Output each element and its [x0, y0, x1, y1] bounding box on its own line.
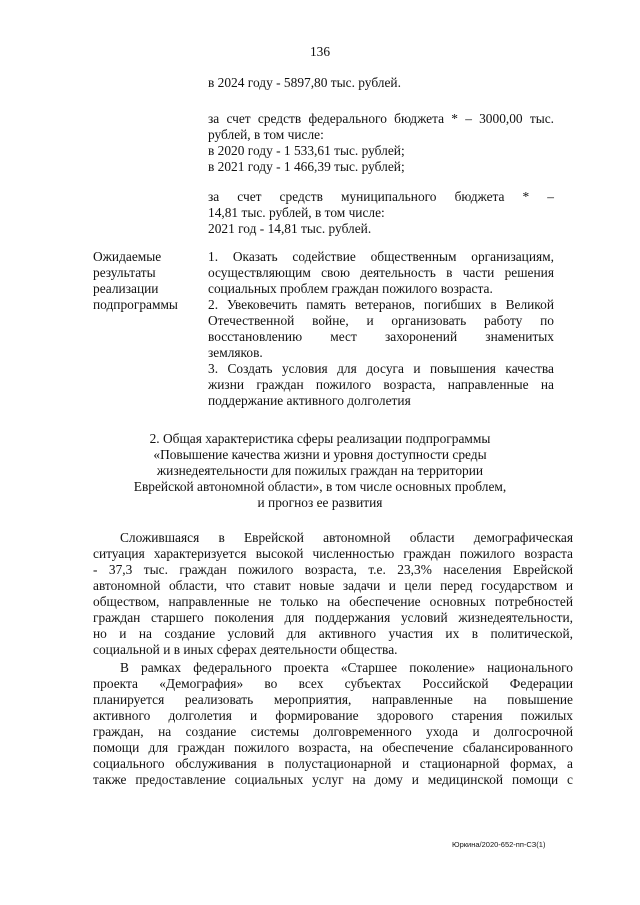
- results-line: осуществляющим свою деятельность в части решения: [208, 265, 554, 280]
- paragraph-line: но и на создание условий для активного участия их в политической,: [93, 626, 573, 641]
- funding-2024: [208, 75, 554, 91]
- paragraph-federal-project: [93, 660, 573, 788]
- paragraph-line: обществом, направленные не только на обеспечение основных потребностей: [93, 594, 573, 609]
- paragraph-line: В рамках федерального проекта «Старшее поколение» национального: [120, 660, 573, 675]
- results-line: поддержание активного долголетия: [208, 393, 411, 408]
- municipal-line: 14,81 тыс. рублей, в том числе:: [208, 205, 385, 220]
- results-line: жизни граждан пожилого возраста, направленные на: [208, 377, 554, 392]
- paragraph-line: активного долголетия и формирование здорового старения пожилых: [93, 708, 573, 723]
- municipal-2021: 2021 год - 14,81 тыс. рублей.: [208, 221, 372, 236]
- paragraph-line: планируется реализовать мероприятия, направленные на повышение: [93, 692, 573, 707]
- paragraph-line: граждан, на создание системы долговременного ухода и долгосрочной: [93, 724, 573, 739]
- results-line: социальных проблем граждан пожилого возраста.: [208, 281, 493, 296]
- paragraph-line: - 37,3 тыс. граждан пожилого возраста, т.е. 23,3% населения Еврейской: [93, 562, 573, 577]
- federal-line: за счет средств федерального бюджета * – 3000,00 тыс.: [208, 111, 554, 126]
- results-line: Отечественной войне, и организовать работу по: [208, 313, 554, 328]
- results-line: 2. Увековечить память ветеранов, погибших в Великой: [208, 297, 554, 312]
- federal-2020: в 2020 году - 1 533,61 тыс. рублей;: [208, 143, 405, 158]
- results-line: 1. Оказать содействие общественным организациям,: [208, 249, 554, 264]
- paragraph-demography: [93, 530, 573, 658]
- paragraph-line: автономной области, что ставит новые задачи и цели перед государством и: [93, 578, 573, 593]
- paragraph-line: граждан старшего поколения для поддержания условий жизнедеятельности,: [93, 610, 573, 625]
- document-code: Юркина/2020-652-пп-СЗ(1): [452, 840, 546, 849]
- paragraph-line: социальной и в иных сферах деятельности общества.: [93, 642, 398, 657]
- page-number: 136: [309, 44, 331, 59]
- results-label: Ожидаемые результаты реализации подпрограммы: [93, 249, 178, 312]
- paragraph-line: ситуация характеризуется высокой численностью граждан пожилого возраста: [93, 546, 573, 561]
- municipal-line: за счет средств муниципального бюджета * –: [208, 189, 554, 204]
- federal-budget: [208, 111, 554, 175]
- municipal-budget: [208, 189, 554, 237]
- paragraph-line: проекта «Демография» во всех субъектах Российской Федерации: [93, 676, 573, 691]
- section-heading: 2. Общая характеристика сферы реализации подпрограммы «Повышение качества жизни и уровня доступности среды жизнедеятельности для пожилых граждан на территории Еврейской автономной области», в том числе основных проблем, и прогноз ее развития: [133, 431, 507, 510]
- paragraph-line: Сложившаяся в Еврейской автономной области демографическая: [120, 530, 573, 545]
- results-line: 3. Создать условия для досуга и повышения качества: [208, 361, 554, 376]
- paragraph-line: социального обслуживания в полустационарной и стационарной формах, а: [93, 756, 573, 771]
- funding-line: в 2024 году - 5897,80 тыс. рублей.: [208, 75, 401, 90]
- results-line: земляков.: [208, 345, 263, 360]
- paragraph-line: также предоставление социальных услуг на дому и медицинской помощи с: [93, 772, 573, 787]
- federal-2021: в 2021 году - 1 466,39 тыс. рублей;: [208, 159, 405, 174]
- federal-line: рублей, в том числе:: [208, 127, 324, 142]
- results-line: восстановлению мест захоронений знаменитых: [208, 329, 554, 344]
- results-list: [208, 249, 554, 409]
- paragraph-line: помощи для граждан пожилого возраста, на обеспечение сбалансированного: [93, 740, 573, 755]
